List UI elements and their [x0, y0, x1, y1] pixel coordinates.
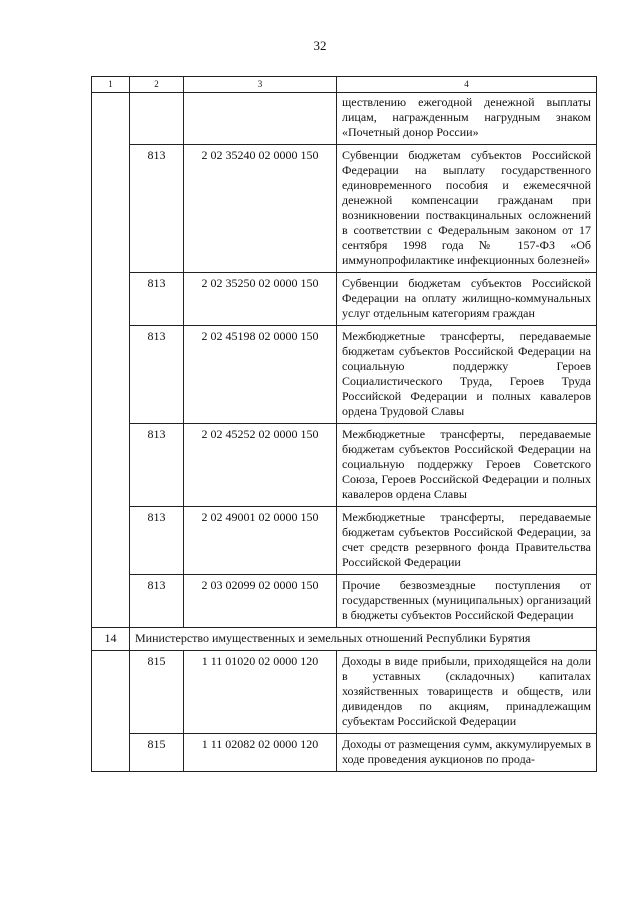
- admin-code-cell: 815: [130, 651, 184, 734]
- budget-code-cell: 2 02 35250 02 0000 150: [184, 273, 337, 326]
- admin-code-cell: 813: [130, 507, 184, 575]
- header-col-3: 3: [184, 77, 337, 93]
- description-cell: Доходы в виде прибыли, приходящейся на доли в уставных (складочных) капиталах хозяйственных товариществ и обществ, или дивидендов по акциям, принадлежащим субъектам Российской Федерации: [337, 651, 597, 734]
- page-number: 32: [313, 38, 327, 53]
- table-row: [92, 575, 597, 628]
- budget-code-cell: 2 02 45198 02 0000 150: [184, 326, 337, 424]
- admin-code-cell: [130, 93, 184, 145]
- header-col-2: 2: [130, 77, 184, 93]
- budget-code-cell: 2 02 35240 02 0000 150: [184, 145, 337, 273]
- org-name-cell: Министерство имущественных и земельных отношений Республики Бурятия: [130, 628, 597, 651]
- header-col-1: 1: [92, 77, 130, 93]
- admin-code-cell: 813: [130, 145, 184, 273]
- table-row: [92, 273, 597, 326]
- admin-code-cell: 815: [130, 734, 184, 772]
- org-number-cell: [92, 93, 130, 628]
- table-row: [92, 651, 597, 734]
- org-number-cell: [92, 651, 130, 772]
- table-row: [92, 93, 597, 145]
- admin-code-cell: 813: [130, 326, 184, 424]
- budget-code-cell: 1 11 02082 02 0000 120: [184, 734, 337, 772]
- description-cell: Межбюджетные трансферты, передаваемые бюджетам субъектов Российской Федерации, за счет средств резервного фонда Правительства Российской Федерации: [337, 507, 597, 575]
- description-cell: Межбюджетные трансферты, передаваемые бюджетам субъектов Российской Федерации на социальную поддержку Героев Советского Союза, Героев Российской Федерации и полных кавалеров ордена Славы: [337, 424, 597, 507]
- budget-code-cell: [184, 93, 337, 145]
- budget-code-cell: 2 02 49001 02 0000 150: [184, 507, 337, 575]
- budget-code-cell: 1 11 01020 02 0000 120: [184, 651, 337, 734]
- admin-code-cell: 813: [130, 575, 184, 628]
- table-row: [92, 734, 597, 772]
- budget-code-cell: 2 02 45252 02 0000 150: [184, 424, 337, 507]
- table-row: [92, 424, 597, 507]
- header-col-4: 4: [337, 77, 597, 93]
- table-row: [92, 507, 597, 575]
- org-header-row: [92, 628, 597, 651]
- budget-revenue-table: [91, 76, 597, 772]
- budget-code-cell: 2 03 02099 02 0000 150: [184, 575, 337, 628]
- description-cell: Доходы от размещения сумм, аккумулируемых в ходе проведения аукционов по прода-: [337, 734, 597, 772]
- description-cell: Прочие безвозмездные поступления от государственных (муниципальных) организаций в бюджеты субъектов Российской Федерации: [337, 575, 597, 628]
- description-cell: ществлению ежегодной денежной выплаты лицам, награжденным нагрудным знаком «Почетный донор России»: [337, 93, 597, 145]
- table-header-row: [92, 77, 597, 93]
- admin-code-cell: 813: [130, 424, 184, 507]
- description-cell: Субвенции бюджетам субъектов Российской Федерации на оплату жилищно-коммунальных услуг отдельным категориям граждан: [337, 273, 597, 326]
- org-number-cell: 14: [92, 628, 130, 651]
- admin-code-cell: 813: [130, 273, 184, 326]
- table-row: [92, 326, 597, 424]
- table-row: [92, 145, 597, 273]
- description-cell: Межбюджетные трансферты, передаваемые бюджетам субъектов Российской Федерации на социальную поддержку Героев Социалистического Труда, Героев Труда Российской Федерации и полных кавалеров ордена Трудовой Славы: [337, 326, 597, 424]
- description-cell: Субвенции бюджетам субъектов Российской Федерации на выплату государственного единовременного пособия и ежемесячной денежной компенсации гражданам при возникновении поствакцинальных осложнений в соответствии с Федеральным законом от 17 сентября 1998 года № 157-ФЗ «Об иммунопрофилактике инфекционных болезней»: [337, 145, 597, 273]
